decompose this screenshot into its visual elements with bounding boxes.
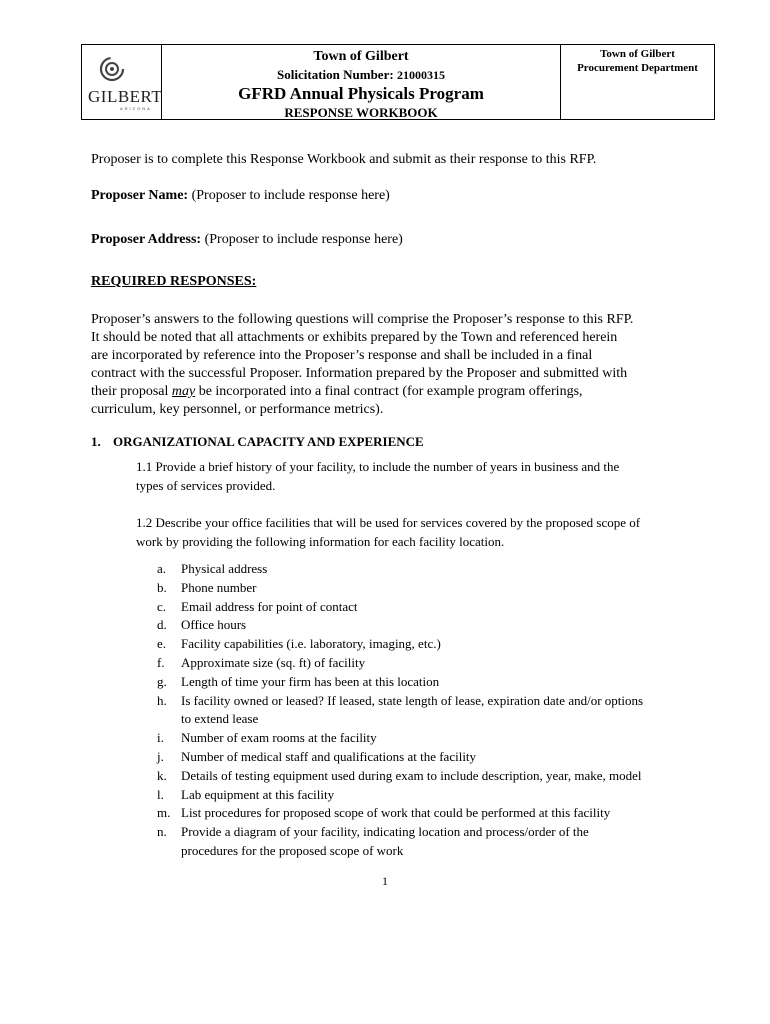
proposer-address-value: (Proposer to include response here) [204,232,403,247]
list-item-label: n. [157,824,167,840]
program-title: GFRD Annual Physicals Program [238,84,484,103]
list-item-text: Email address for point of contact [181,598,358,614]
list-item-text: List procedures for proposed scope of work that could be performed at this facility [181,805,611,821]
list-item-label: b. [157,579,167,595]
emphasis-may: may [171,384,196,399]
list-item-text: Phone number [181,579,257,595]
list-item [157,616,643,635]
proposer-address-label: Proposer Address: [91,232,202,247]
list-item-label: c. [157,598,167,614]
page-number: 1 [382,874,388,888]
list-item-label: a. [157,561,167,576]
list-item-text: Lab equipment at this facility [181,786,335,802]
list-item [157,579,643,598]
paragraph-text: be incorporated into a final contract (for example program offerings, [195,384,583,399]
list-item-text: Details of testing equipment used during exam to include description, year, make, model [181,767,642,783]
solicitation-line [162,67,560,83]
list-item [157,673,643,692]
header-center-cell [162,45,561,119]
question-1-1 [136,457,619,495]
workbook-title: RESPONSE WORKBOOK [284,105,438,120]
gilbert-logo-icon [90,55,130,89]
list-item [157,823,643,842]
list-item-text: Office hours [181,617,247,633]
list-item [157,560,643,579]
list-item-label: m. [157,805,171,821]
department-town: Town of Gilbert [600,48,675,60]
proposer-name-label: Proposer Name: [91,188,189,203]
logo-cell [82,45,162,119]
paragraph-line: Proposer’s answers to the following questions will comprise the Proposer’s response to this RFP. [91,312,634,327]
section-title: ORGANIZATIONAL CAPACITY AND EXPERIENCE [113,434,424,449]
list-item-text: Physical address [181,561,268,576]
logo-subtext: ARIZONA [120,106,152,111]
logo-wordmark: GILBERT [88,87,163,106]
list-item-label: l. [157,786,164,802]
header-table [81,44,715,120]
list-item-label: g. [157,673,167,689]
list-item-text: Provide a diagram of your facility, indicating location and process/order of the [181,824,589,840]
list-item-label: k. [157,767,167,783]
question-line: types of services provided. [136,478,276,493]
facility-info-list [157,560,643,861]
list-item-text: Approximate size (sq. ft) of facility [181,654,366,670]
list-item-text: Length of time your firm has been at this location [181,673,440,689]
list-item [157,598,643,617]
paragraph-text: their proposal [91,384,172,399]
list-item-label: e. [157,636,167,652]
paragraph-line: It should be noted that all attachments or exhibits prepared by the Town and referenced herein [91,330,618,345]
list-item-label: d. [157,617,167,633]
list-item [157,767,643,786]
paragraph-line [91,383,691,401]
proposer-name-line [91,187,390,205]
list-item-text: Is facility owned or leased? If leased, state length of lease, expiration date and/or options [181,692,644,708]
list-item [157,654,643,673]
proposer-name-value: (Proposer to include response here) [191,188,390,203]
list-item [157,729,643,748]
list-item-label: i. [157,730,164,746]
list-item-label: j. [157,748,164,764]
paragraph-line: curriculum, key personnel, or performance metrics). [91,402,384,417]
list-item [157,786,643,805]
list-item [157,748,643,767]
list-item-continuation: procedures for the proposed scope of work [181,842,404,858]
section-1-heading [91,434,424,450]
list-item-label: f. [157,654,165,670]
intro-text: Proposer is to complete this Response Workbook and submit as their response to this RFP. [91,152,597,167]
list-item [157,804,643,823]
list-item-text: Number of exam rooms at the facility [181,730,377,746]
paragraph-line: contract with the successful Proposer. Information prepared by the Proposer and submitted with [91,366,628,381]
list-item-text: Facility capabilities (i.e. laboratory, imaging, etc.) [181,636,441,652]
town-name: Town of Gilbert [313,49,409,64]
header-right-cell [561,45,714,119]
list-item [157,692,643,711]
list-item-label: h. [157,692,167,708]
question-line: work by providing the following information for each facility location. [136,534,505,549]
proposer-address-line [91,231,403,249]
department-name: Procurement Department [577,62,698,74]
solicitation-number: 21000315 [396,68,445,82]
list-item-continuation: to extend lease [181,711,259,727]
solicitation-label: Solicitation Number: [277,67,394,82]
list-item-text: Number of medical staff and qualifications at the facility [181,748,477,764]
paragraph-line: are incorporated by reference into the Proposer’s response and shall be included in a final [91,348,593,363]
section-number: 1. [91,434,101,449]
question-line: 1.1 Provide a brief history of your facility, to include the number of years in business and the [136,459,620,474]
question-1-2 [136,513,640,551]
list-item [157,635,643,654]
required-responses-heading: REQUIRED RESPONSES: [91,274,257,289]
required-responses-paragraph [91,311,691,419]
question-line: 1.2 Describe your office facilities that will be used for services covered by the proposed scope of [136,515,641,530]
